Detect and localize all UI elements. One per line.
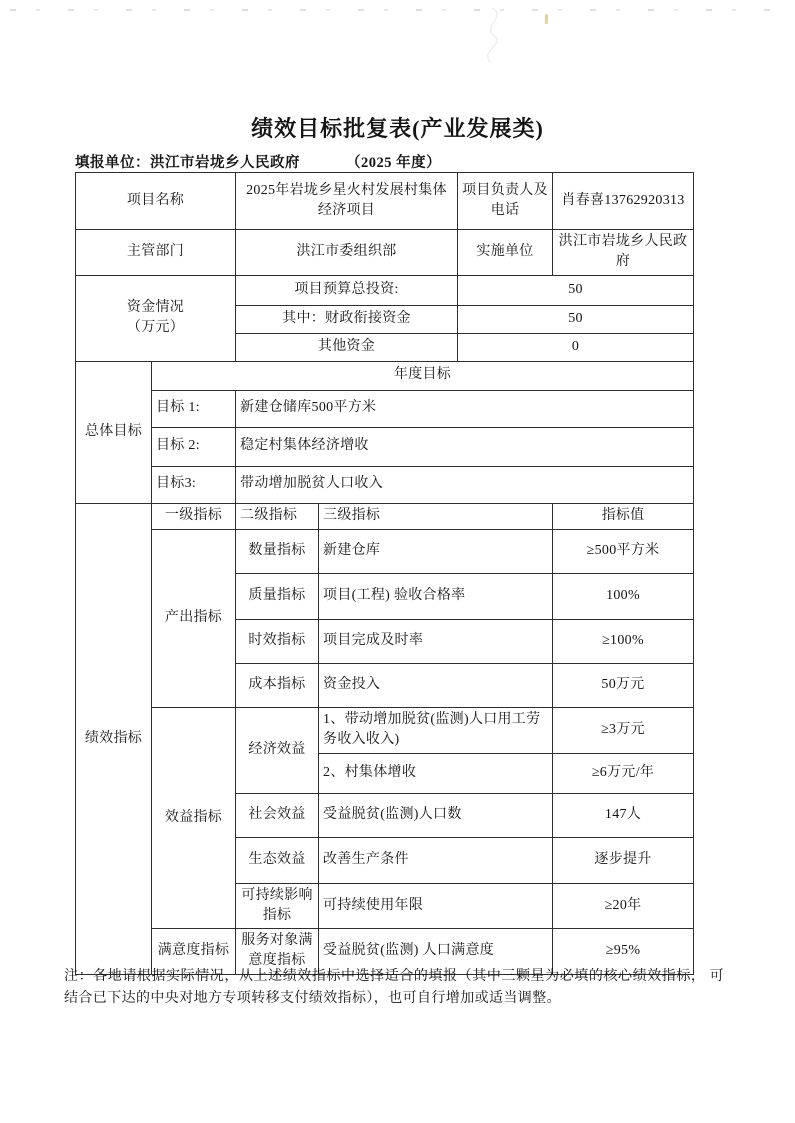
footnote: 注：各地请根据实际情况，从上述绩效指标中选择适合的填报（其中三颗星为必填的核心绩效指标， 可结合已下达的中央对地方专项转移支付绩效指标），也可自行增加或适当调整。 [64, 969, 724, 1006]
indicator-value: ≥20年 [553, 883, 694, 929]
project-name-value: 2025年岩垅乡星火村发展村集体经济项目 [236, 173, 458, 230]
indicator-l3: 受益脱贫(监测) 人口满意度 [319, 929, 553, 975]
reporting-unit-line [75, 151, 715, 172]
impl-unit-label: 实施单位 [458, 230, 553, 276]
table-row [76, 529, 694, 573]
table-row [76, 230, 694, 276]
goal-label: 目标 1: [152, 390, 236, 427]
indicator-l2: 质量指标 [236, 573, 319, 619]
table-row [76, 361, 694, 390]
indicator-l2: 社会效益 [236, 793, 319, 837]
leader-label: 项目负责人及电话 [458, 173, 553, 230]
table-row [76, 503, 694, 529]
indicator-l2: 成本指标 [236, 663, 319, 707]
indicator-l3: 项目(工程) 验收合格率 [319, 573, 553, 619]
table-row [76, 173, 694, 230]
indicator-header-value: 指标值 [553, 503, 694, 529]
impl-unit-value: 洪江市岩垅乡人民政府 [553, 230, 694, 276]
funding-row-label: 其中：财政衔接资金 [236, 305, 458, 333]
reporting-unit-label: 填报单位：洪江市岩垅乡人民政府 [75, 155, 300, 171]
funding-section-label [76, 275, 236, 361]
funding-label-line2: （万元） [126, 320, 185, 336]
funding-label-line1: 资金情况 [126, 299, 185, 315]
table-row [76, 466, 694, 503]
indicator-header-l1: 一级指标 [152, 503, 236, 529]
indicator-value: ≥95% [553, 929, 694, 975]
indicator-l2: 生态效益 [236, 837, 319, 883]
indicator-l3: 可持续使用年限 [319, 883, 553, 929]
indicator-l1: 效益指标 [152, 707, 236, 929]
scan-artifact-squiggle [452, 6, 542, 66]
indicator-header-l3: 三级指标 [319, 503, 553, 529]
indicator-l2: 经济效益 [236, 707, 319, 793]
indicator-value: 100% [553, 573, 694, 619]
goal-label: 目标 2: [152, 427, 236, 466]
table-row [76, 275, 694, 305]
goal-label: 目标3: [152, 466, 236, 503]
funding-row-label: 项目预算总投资: [236, 275, 458, 305]
indicator-value: 50万元 [553, 663, 694, 707]
funding-row-value: 50 [458, 275, 694, 305]
goal-value: 稳定村集体经济增收 [236, 427, 694, 466]
page-title: 绩效目标批复表(产业发展类) [251, 116, 544, 141]
dept-value: 洪江市委组织部 [236, 230, 458, 276]
indicator-l2: 时效指标 [236, 619, 319, 663]
project-name-label: 项目名称 [76, 173, 236, 230]
goal-value: 新建仓储库500平方米 [236, 390, 694, 427]
indicator-l3: 新建仓库 [319, 529, 553, 573]
indicator-l2: 数量指标 [236, 529, 319, 573]
indicator-l3: 改善生产条件 [319, 837, 553, 883]
indicator-value: ≥500平方米 [553, 529, 694, 573]
indicator-l3: 2、村集体增收 [319, 753, 553, 793]
indicator-value: 147人 [553, 793, 694, 837]
scan-artifact-dots [10, 9, 780, 11]
indicator-value: ≥3万元 [553, 707, 694, 753]
indicator-value: 逐步提升 [553, 837, 694, 883]
indicator-l2: 可持续影响指标 [236, 883, 319, 929]
funding-row-value: 0 [458, 333, 694, 361]
indicator-l3: 受益脱贫(监测)人口数 [319, 793, 553, 837]
indicator-l3: 资金投入 [319, 663, 553, 707]
performance-target-table [75, 172, 694, 975]
indicator-l3: 1、带动增加脱贫(监测)人口用工劳务收入收入) [319, 707, 553, 753]
year-label: （2025 年度） [346, 155, 442, 171]
scan-artifact-fleck [545, 14, 548, 24]
table-row [76, 707, 694, 753]
indicators-section-label: 绩效指标 [76, 503, 152, 974]
indicator-l2: 服务对象满意度指标 [236, 929, 319, 975]
indicator-l1: 满意度指标 [152, 929, 236, 975]
overall-goals-label: 总体目标 [76, 361, 152, 503]
indicator-l1: 产出指标 [152, 529, 236, 707]
funding-row-value: 50 [458, 305, 694, 333]
leader-value: 肖春喜13762920313 [553, 173, 694, 230]
table-row [76, 390, 694, 427]
goal-value: 带动增加脱贫人口收入 [236, 466, 694, 503]
funding-row-label: 其他资金 [236, 333, 458, 361]
table-row [76, 427, 694, 466]
indicator-value: ≥100% [553, 619, 694, 663]
indicator-value: ≥6万元/年 [553, 753, 694, 793]
dept-label: 主管部门 [76, 230, 236, 276]
indicator-header-l2: 二级指标 [236, 503, 319, 529]
annual-goal-header: 年度目标 [152, 361, 694, 390]
indicator-l3: 项目完成及时率 [319, 619, 553, 663]
